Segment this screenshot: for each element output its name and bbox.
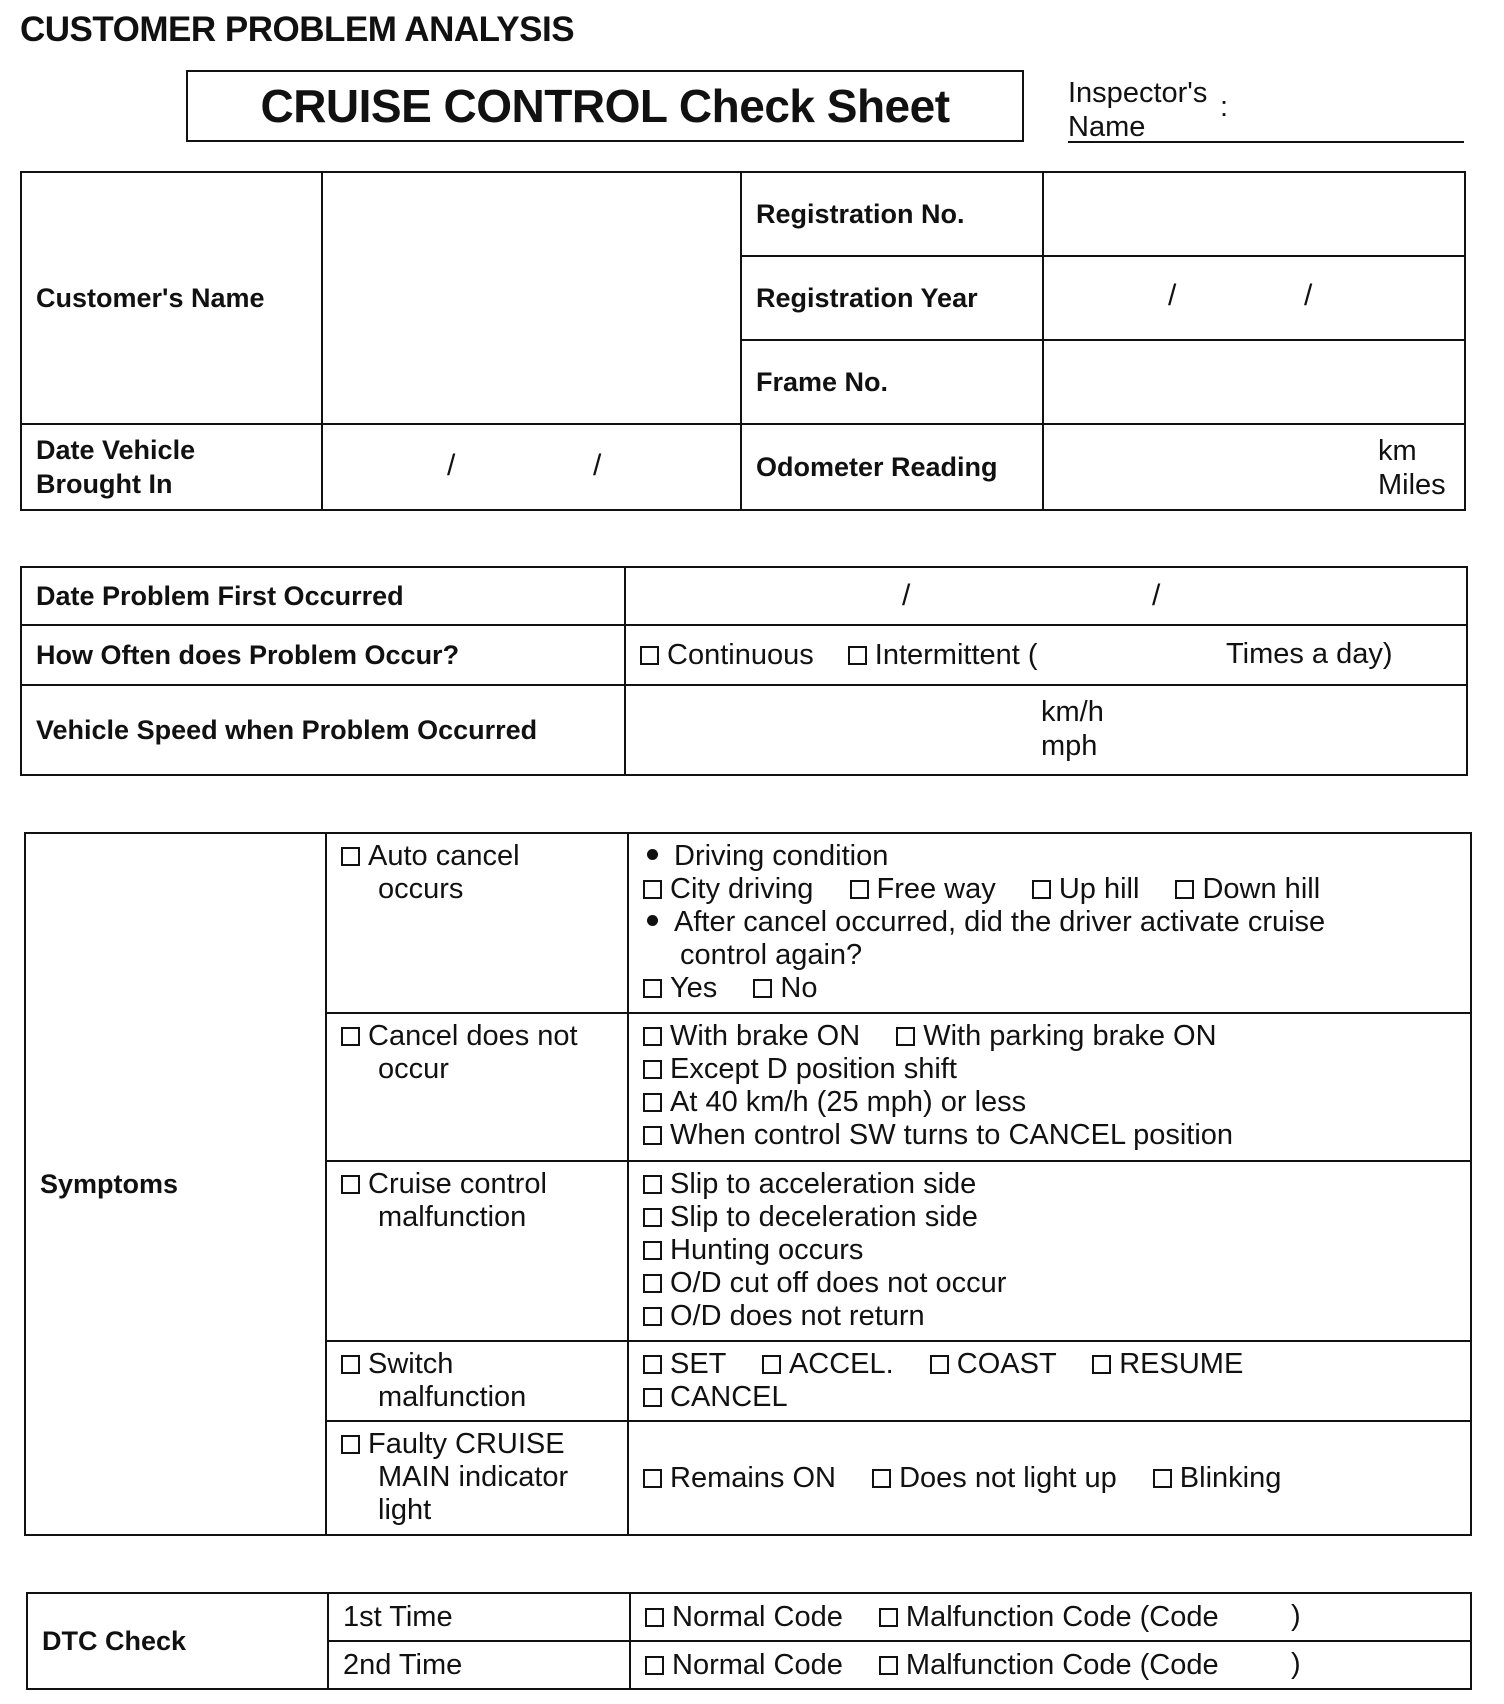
- odometer-unit-km: km: [1378, 435, 1417, 467]
- checkbox[interactable]: [879, 1608, 898, 1627]
- checkbox[interactable]: [643, 1027, 662, 1046]
- inspector-colon: :: [1220, 91, 1229, 123]
- accel-option[interactable]: ACCEL.: [762, 1348, 894, 1380]
- inspector-label-line2: Name: [1068, 111, 1146, 143]
- speed-40-option[interactable]: At 40 km/h (25 mph) or less: [643, 1086, 1456, 1119]
- times-a-day-label: Times a day): [1226, 638, 1393, 670]
- date-separator: /: [1168, 279, 1177, 312]
- dtc-row: [630, 1593, 1471, 1641]
- parking-brake-on-option[interactable]: With parking brake ON: [896, 1020, 1216, 1052]
- bullet-icon: [647, 915, 658, 926]
- checkbox[interactable]: [341, 847, 360, 866]
- cancel-option[interactable]: CANCEL: [643, 1381, 1456, 1414]
- yes-option[interactable]: Yes: [643, 972, 717, 1004]
- switch-malfunction-options: [628, 1341, 1471, 1421]
- remains-on-option[interactable]: Remains ON: [643, 1462, 836, 1494]
- checkbox[interactable]: [643, 1175, 662, 1194]
- checkbox[interactable]: [753, 979, 772, 998]
- free-way-option[interactable]: Free way: [850, 873, 996, 905]
- down-hill-option[interactable]: Down hill: [1175, 873, 1320, 905]
- date-separator: /: [593, 449, 602, 482]
- checkbox[interactable]: [1175, 880, 1194, 899]
- date-separator: /: [1152, 579, 1161, 612]
- malfunction-code-option[interactable]: Malfunction Code (Code: [879, 1649, 1219, 1681]
- dtc-time-label: 1st Time: [328, 1593, 630, 1641]
- checkbox[interactable]: [643, 1469, 662, 1488]
- page-heading: CUSTOMER PROBLEM ANALYSIS: [20, 10, 575, 49]
- customer-name-field[interactable]: [322, 172, 741, 424]
- date-separator: /: [902, 579, 911, 612]
- slip-decel-option[interactable]: Slip to deceleration side: [643, 1201, 1456, 1234]
- checkbox[interactable]: [341, 1175, 360, 1194]
- resume-option[interactable]: RESUME: [1092, 1348, 1243, 1380]
- checkbox[interactable]: [643, 1241, 662, 1260]
- checkbox[interactable]: [643, 1307, 662, 1326]
- symptoms-label: Symptoms: [25, 833, 326, 1535]
- checkbox[interactable]: [930, 1355, 949, 1374]
- registration-year-label: Registration Year: [741, 256, 1043, 340]
- blinking-option[interactable]: Blinking: [1153, 1462, 1282, 1494]
- set-option[interactable]: SET: [643, 1348, 726, 1380]
- not-light-up-option[interactable]: Does not light up: [872, 1462, 1117, 1494]
- checkbox[interactable]: [640, 646, 659, 665]
- no-option[interactable]: No: [753, 972, 817, 1004]
- slip-accel-option[interactable]: Slip to acceleration side: [643, 1168, 1456, 1201]
- switch-malfunction-group[interactable]: Switch malfunction: [326, 1341, 628, 1421]
- checkbox[interactable]: [850, 880, 869, 899]
- checkbox[interactable]: [643, 1274, 662, 1293]
- normal-code-option[interactable]: Normal Code: [645, 1649, 843, 1681]
- speed-unit-mph: mph: [1041, 730, 1098, 762]
- dtc-check-table: [26, 1592, 1472, 1690]
- driving-condition-heading: Driving condition: [643, 840, 1456, 873]
- up-hill-option[interactable]: Up hill: [1032, 873, 1140, 905]
- date-separator: /: [1304, 279, 1313, 312]
- checkbox[interactable]: [643, 1126, 662, 1145]
- customer-name-label: Customer's Name: [21, 172, 322, 424]
- date-first-occurred-field[interactable]: [625, 567, 1467, 625]
- checkbox[interactable]: [1153, 1469, 1172, 1488]
- cancel-not-occur-group[interactable]: Cancel does not occur: [326, 1013, 628, 1161]
- cruise-malfunction-options: [628, 1161, 1471, 1341]
- sheet-title: CRUISE CONTROL Check Sheet: [260, 80, 950, 132]
- indicator-light-options: [628, 1421, 1471, 1535]
- problem-occurrence-table: [20, 566, 1468, 776]
- checkbox[interactable]: [762, 1355, 781, 1374]
- indicator-light-group[interactable]: Faulty CRUISE MAIN indicator light: [326, 1421, 628, 1535]
- checkbox[interactable]: [1032, 880, 1051, 899]
- speed-unit-kmh: km/h: [1041, 696, 1104, 728]
- intermittent-option[interactable]: Intermittent (: [848, 639, 1038, 671]
- date-separator: /: [447, 449, 456, 482]
- checkbox[interactable]: [1092, 1355, 1111, 1374]
- hunting-option[interactable]: Hunting occurs: [643, 1234, 1456, 1267]
- code-close-paren: ): [1291, 1648, 1301, 1680]
- auto-cancel-options: Driving condition City driving Free way Up hill Down hill After cancel occurred, did the driver activate cruise control again? Yes No: [628, 833, 1471, 1013]
- coast-option[interactable]: COAST: [930, 1348, 1056, 1380]
- checkbox[interactable]: [643, 1060, 662, 1079]
- checkbox[interactable]: [643, 1093, 662, 1112]
- checkbox[interactable]: [896, 1027, 915, 1046]
- checkbox[interactable]: [341, 1355, 360, 1374]
- how-often-label: How Often does Problem Occur?: [21, 625, 625, 685]
- checkbox[interactable]: [643, 979, 662, 998]
- brake-on-option[interactable]: With brake ON: [643, 1020, 860, 1052]
- symptoms-table: [24, 832, 1472, 1536]
- checkbox[interactable]: [879, 1656, 898, 1675]
- continuous-option[interactable]: Continuous: [640, 639, 814, 671]
- registration-no-label: Registration No.: [741, 172, 1043, 256]
- cruise-malfunction-group[interactable]: Cruise control malfunction: [326, 1161, 628, 1341]
- inspector-underline: [1068, 141, 1464, 143]
- vehicle-info-table: [20, 171, 1466, 511]
- od-return-option[interactable]: O/D does not return: [643, 1300, 1456, 1333]
- odometer-label: Odometer Reading: [741, 424, 1043, 510]
- except-d-shift-option[interactable]: Except D position shift: [643, 1053, 1456, 1086]
- dtc-time-label: 2nd Time: [328, 1641, 630, 1689]
- inspector-name-field[interactable]: [1068, 76, 1229, 144]
- inspector-label-line1: Inspector's: [1068, 77, 1208, 109]
- frame-no-field[interactable]: [1043, 340, 1465, 424]
- dtc-check-label: DTC Check: [27, 1593, 328, 1689]
- date-brought-in-field[interactable]: [322, 424, 741, 510]
- control-sw-cancel-option[interactable]: When control SW turns to CANCEL position: [643, 1119, 1456, 1152]
- odometer-unit-miles: Miles: [1378, 469, 1446, 501]
- checkbox[interactable]: [341, 1435, 360, 1454]
- cancel-not-occur-options: [628, 1013, 1471, 1161]
- dtc-row: [630, 1641, 1471, 1689]
- checkbox[interactable]: [872, 1469, 891, 1488]
- frame-no-label: Frame No.: [741, 340, 1043, 424]
- checkbox[interactable]: [643, 1355, 662, 1374]
- code-close-paren: ): [1291, 1600, 1301, 1632]
- vehicle-speed-field[interactable]: [625, 685, 1467, 775]
- checkbox[interactable]: [643, 1208, 662, 1227]
- how-often-options: [625, 625, 1467, 685]
- date-first-occurred-label: Date Problem First Occurred: [21, 567, 625, 625]
- odometer-field[interactable]: [1043, 424, 1465, 510]
- registration-year-field[interactable]: [1043, 256, 1465, 340]
- checkbox[interactable]: [341, 1027, 360, 1046]
- checkbox[interactable]: [643, 1388, 662, 1407]
- vehicle-speed-label: Vehicle Speed when Problem Occurred: [21, 685, 625, 775]
- checkbox[interactable]: [645, 1608, 664, 1627]
- title-box: [186, 70, 1024, 142]
- bullet-icon: [647, 849, 658, 860]
- auto-cancel-group[interactable]: Auto cancel occurs: [326, 833, 628, 1013]
- checkbox[interactable]: [645, 1656, 664, 1675]
- checkbox[interactable]: [643, 880, 662, 899]
- malfunction-code-option[interactable]: Malfunction Code (Code: [879, 1601, 1219, 1633]
- normal-code-option[interactable]: Normal Code: [645, 1601, 843, 1633]
- city-driving-option[interactable]: City driving: [643, 873, 813, 905]
- registration-no-field[interactable]: [1043, 172, 1465, 256]
- checkbox[interactable]: [848, 646, 867, 665]
- od-cut-off-option[interactable]: O/D cut off does not occur: [643, 1267, 1456, 1300]
- reactivate-question: After cancel occurred, did the driver activate cruise: [643, 906, 1456, 939]
- date-brought-in-label: Date Vehicle Brought In: [21, 424, 322, 510]
